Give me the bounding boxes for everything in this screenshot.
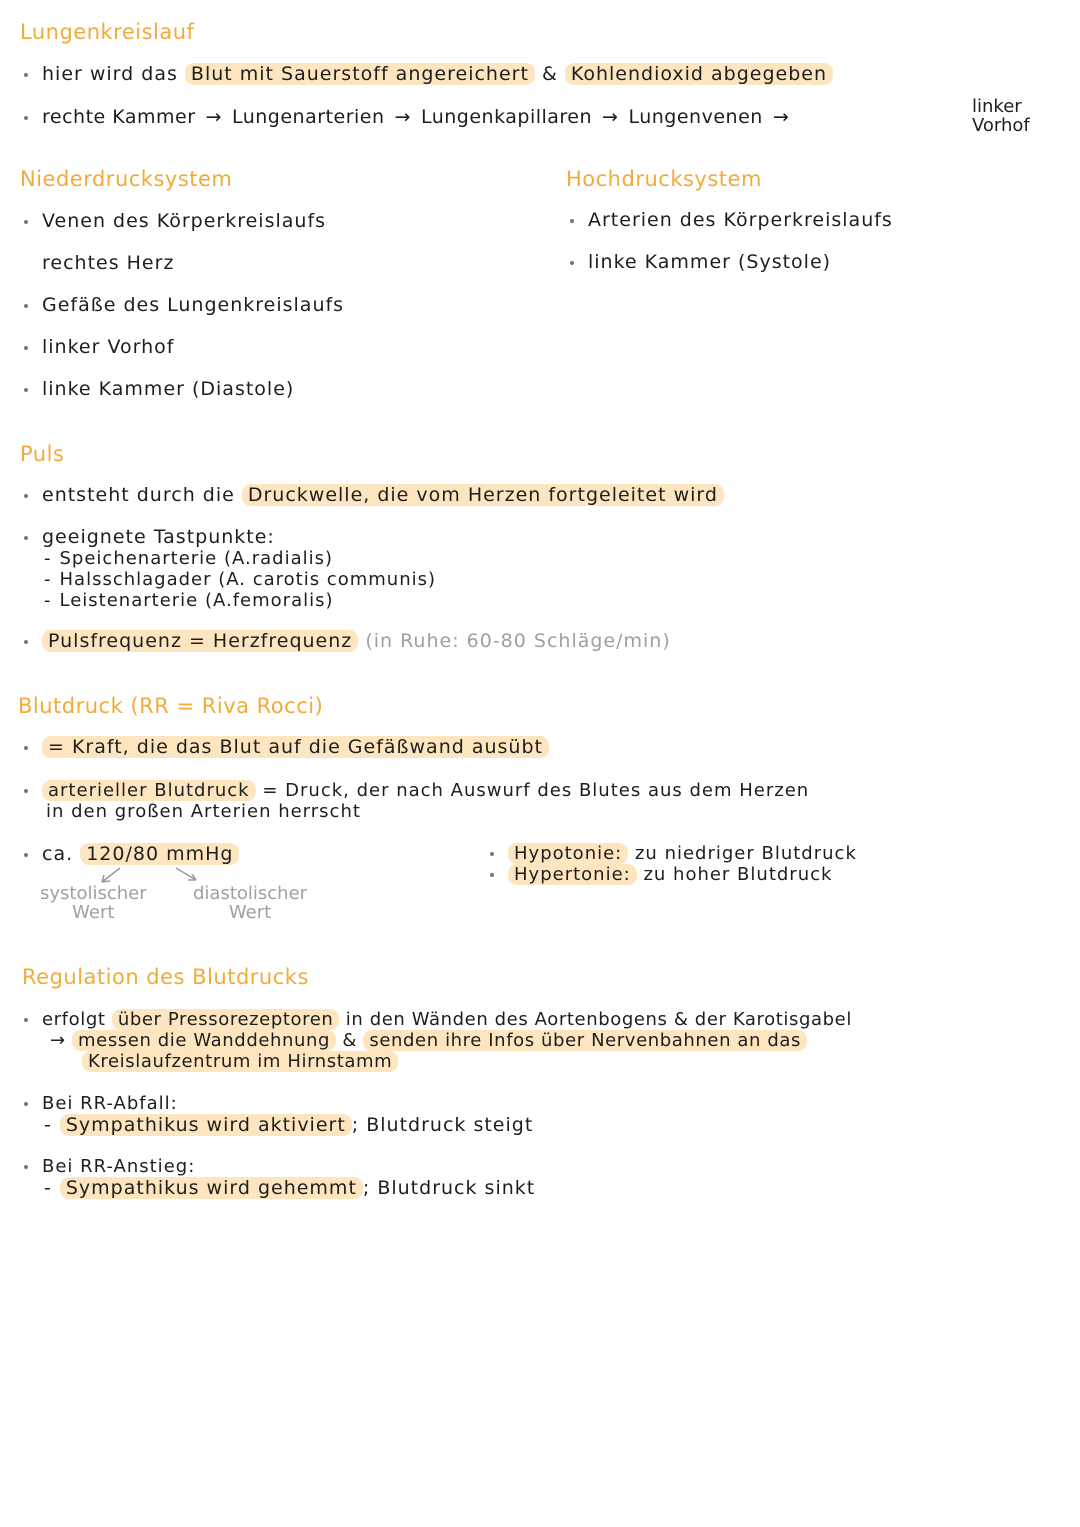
bullet bbox=[490, 852, 494, 856]
highlight: über Pressorezeptoren bbox=[112, 1009, 340, 1030]
highlight: Hypertonie: bbox=[508, 864, 637, 885]
text: linker Vorhof bbox=[42, 336, 175, 358]
puls-tastpunkte-label bbox=[24, 526, 275, 548]
text: ca. bbox=[42, 843, 74, 865]
arrow-right-icon: → bbox=[602, 106, 619, 128]
text: (in Ruhe: 60-80 Schläge/min) bbox=[365, 630, 671, 652]
flow-step: Lungenvenen bbox=[628, 106, 763, 128]
text: Bei RR-Anstieg: bbox=[42, 1156, 196, 1177]
blutdruck-wert bbox=[24, 843, 239, 865]
list-item: - Halsschlagader (A. carotis communis) bbox=[44, 569, 436, 590]
bullet bbox=[24, 789, 28, 793]
bullet bbox=[24, 1165, 28, 1169]
highlight: Kreislaufzentrum im Hirnstamm bbox=[82, 1051, 398, 1072]
bullet bbox=[24, 494, 28, 498]
blutdruck-arteriell-2: in den großen Arterien herrscht bbox=[46, 801, 361, 822]
text: linke Kammer (Diastole) bbox=[42, 378, 295, 400]
bullet bbox=[24, 73, 28, 77]
arrow-right-icon: → bbox=[205, 106, 222, 128]
text: systolischer bbox=[40, 883, 147, 904]
bullet bbox=[24, 388, 28, 392]
puls-entsteht bbox=[24, 484, 724, 506]
regulation-heading: Regulation des Blutdrucks bbox=[22, 965, 309, 989]
bullet bbox=[24, 304, 28, 308]
highlight: Druckwelle, die vom Herzen fortgeleitet wird bbox=[242, 484, 724, 506]
hochdruck-item bbox=[570, 209, 893, 231]
diastolic-label bbox=[193, 884, 307, 922]
bullet bbox=[24, 536, 28, 540]
text: ; Blutdruck steigt bbox=[351, 1114, 534, 1136]
regulation-line-3 bbox=[82, 1051, 398, 1072]
text: Gefäße des Lungenkreislaufs bbox=[42, 294, 345, 316]
bullet bbox=[24, 116, 28, 120]
text: Wert bbox=[228, 902, 272, 923]
regulation-line-2 bbox=[50, 1030, 807, 1051]
hochdruck-heading: Hochdrucksystem bbox=[566, 167, 762, 191]
text: in den Wänden des Aortenbogens & der Karotisgabel bbox=[345, 1009, 852, 1030]
list-item: - Leistenarterie (A.femoralis) bbox=[44, 590, 334, 611]
highlight: 120/80 mmHg bbox=[80, 843, 239, 865]
blutdruck-definition bbox=[24, 736, 549, 758]
rr-anstieg-effect bbox=[44, 1177, 535, 1199]
highlight: Blut mit Sauerstoff angereichert bbox=[185, 63, 535, 85]
highlight: senden ihre Infos über Nervenbahnen an das bbox=[363, 1030, 807, 1051]
niederdruck-item bbox=[24, 294, 344, 316]
bullet bbox=[24, 853, 28, 857]
text: & bbox=[342, 1030, 358, 1051]
bullet bbox=[24, 640, 28, 644]
arrow-right-icon: → bbox=[772, 106, 790, 128]
regulation-line-1 bbox=[24, 1009, 852, 1030]
text: entsteht durch die bbox=[42, 484, 235, 506]
highlight: arterieller Blutdruck bbox=[42, 780, 256, 801]
text: ; Blutdruck sinkt bbox=[362, 1177, 536, 1199]
highlight: Kohlendioxid abgegeben bbox=[565, 63, 833, 85]
text: Halsschlagader (A. carotis communis) bbox=[59, 569, 436, 590]
text: hier wird das bbox=[42, 63, 178, 85]
rr-abfall-effect bbox=[44, 1114, 533, 1136]
niederdruck-item bbox=[42, 252, 174, 274]
puls-heading: Puls bbox=[20, 442, 65, 466]
blutdruck-arteriell-1 bbox=[24, 780, 809, 801]
lungenkreislauf-flow bbox=[24, 106, 799, 128]
flow-step: rechte Kammer bbox=[42, 106, 196, 128]
text: diastolischer bbox=[193, 883, 308, 904]
bullet bbox=[24, 220, 28, 224]
text: Leistenarterie (A.femoralis) bbox=[59, 590, 334, 611]
puls-frequenz bbox=[24, 630, 671, 652]
bullet bbox=[490, 873, 494, 877]
highlight: Pulsfrequenz = Herzfrequenz bbox=[42, 630, 358, 652]
text: - bbox=[44, 1177, 52, 1199]
text: = Druck, der nach Auswurf des Blutes aus dem Herzen bbox=[262, 780, 810, 801]
bullet bbox=[24, 746, 28, 750]
highlight: Sympathikus wird aktiviert bbox=[60, 1114, 352, 1136]
text: Venen des Körperkreislaufs bbox=[42, 210, 327, 232]
text: zu niedriger Blutdruck bbox=[634, 843, 857, 864]
flow-step: Lungenkapillaren bbox=[420, 106, 593, 128]
text: Speichenarterie (A.radialis) bbox=[59, 548, 334, 569]
rr-abfall-label bbox=[24, 1093, 178, 1114]
flow-step: Lungenarterien bbox=[231, 106, 385, 128]
text: linke Kammer (Systole) bbox=[588, 251, 832, 273]
hypertonie bbox=[490, 864, 832, 885]
text: Bei RR-Abfall: bbox=[42, 1093, 178, 1114]
lungenkreislauf-heading: Lungenkreislauf bbox=[20, 20, 195, 44]
puls-tastpunkte-list bbox=[44, 548, 436, 611]
text: erfolgt bbox=[42, 1009, 106, 1030]
text: rechtes Herz bbox=[42, 252, 175, 274]
hochdruck-item bbox=[570, 251, 831, 273]
systolic-label bbox=[40, 884, 147, 922]
text: - bbox=[44, 1114, 52, 1136]
text: geeignete Tastpunkte: bbox=[42, 526, 275, 548]
bullet bbox=[570, 261, 574, 265]
bullet bbox=[24, 1102, 28, 1106]
bullet bbox=[24, 1018, 28, 1022]
text: linker bbox=[972, 96, 1022, 117]
text: zu hoher Blutdruck bbox=[643, 864, 833, 885]
flow-end bbox=[972, 97, 1030, 135]
text: Wert bbox=[72, 902, 115, 923]
bullet bbox=[570, 219, 574, 223]
arrow-right-icon: → bbox=[394, 106, 411, 128]
highlight: = Kraft, die das Blut auf die Gefäßwand ausübt bbox=[42, 736, 549, 758]
text: Vorhof bbox=[972, 115, 1030, 136]
highlight: Hypotonie: bbox=[508, 843, 628, 864]
niederdruck-item bbox=[24, 210, 326, 232]
highlight: messen die Wanddehnung bbox=[72, 1030, 336, 1051]
text: & bbox=[541, 63, 558, 85]
niederdruck-heading: Niederdrucksystem bbox=[20, 167, 233, 191]
rr-anstieg-label bbox=[24, 1156, 195, 1177]
lungenkreislauf-line-1 bbox=[24, 63, 833, 85]
niederdruck-item bbox=[24, 336, 174, 358]
bullet bbox=[24, 346, 28, 350]
highlight: Sympathikus wird gehemmt bbox=[60, 1177, 363, 1199]
hypotonie bbox=[490, 843, 857, 864]
arrow-right-icon: → bbox=[50, 1030, 66, 1051]
text: Arterien des Körperkreislaufs bbox=[588, 209, 893, 231]
niederdruck-item bbox=[24, 378, 294, 400]
list-item: - Speichenarterie (A.radialis) bbox=[44, 548, 334, 569]
blutdruck-heading: Blutdruck (RR = Riva Rocci) bbox=[18, 694, 324, 718]
